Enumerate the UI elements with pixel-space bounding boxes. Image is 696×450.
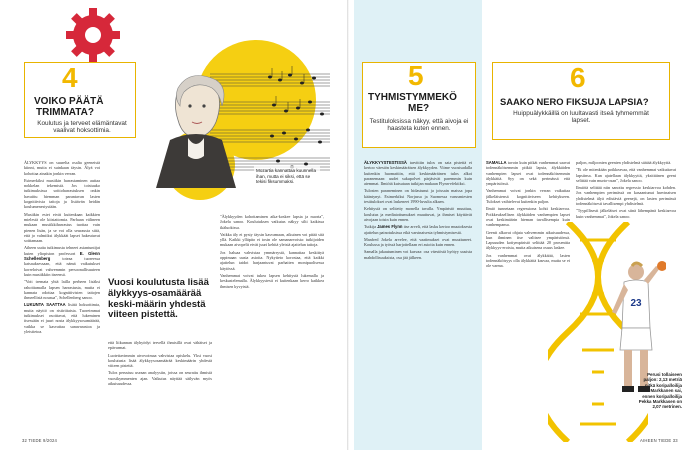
paragraph: Jos vanhemmat ovat älykkäitä, lasten todennäköisyys olla älykkäitä kasvaa, mutta se ei ole varma. bbox=[486, 252, 570, 269]
section6-number: 6 bbox=[570, 62, 586, 93]
paragraph: Samalla jakautuminen voi kasvaa: osa väestöstä hyötyy uusista mahdollisuuksista, osa jää jälkeen. bbox=[364, 249, 472, 260]
image-caption-mozart: Mozartia kannattaa kuunnella ihan, mutta ei siksi, että se tekisi fiksummaksi. bbox=[254, 166, 320, 187]
paragraph: Aiheen uutta tutkimusta tehneet asiantuntijat kuten yliopiston professori E. Glenn Schellenberg toteaa tuoreessa katsauksessaan, että nämä vaikutukset korreloivat vahvemmin persoonallisuuteen kuin musiikkiin itseensä. bbox=[24, 245, 100, 277]
paragraph: Kehitystä on selitetty monella tavalla. Ympäristö muuttuu, koulutus ja mediatottumukset muuttuvat, ja ihmiset käyttävät aivojaan toisin kuin ennen. bbox=[364, 206, 472, 222]
paragraph: Tulosten paraneminen on hidastunut ja joissain maissa jopa kääntynyt. Esimerkiksi Norjassa ja Suomessa varusmiesten testitulokset ovat laskeneet 1990-luvulta alkaen. bbox=[364, 188, 472, 205]
paragraph: että liikunnan älyhyödyt tervellä ihmisillä ovat vähäiset ja epävarmat. bbox=[108, 340, 212, 351]
paragraph: "Voit tremata yhtä lailla perheen lisäksi rahoittamalla lapsen harrastusta, mutta ei kannata odottaa kognitiivisten taitojen ihmeellistä nousua", Schellenberg sanoo. bbox=[24, 279, 100, 301]
paragraph: Ilmiö tunnetaan regressiona kohti keskiarvoa. Poikkeuksellisen älykkäiden vanhempien lapset ovat keskimäärin hieman tavallisempia kuin vanhempansa. bbox=[486, 206, 570, 228]
page-folio-left: 32 TIEDE 9/2024 bbox=[22, 438, 58, 443]
paragraph: LUKUNTA SAATTAA lisätä hoksottimia, mutta näyttö on ristiriitaista. Tuoreimmat tutkimukset osoittavat, että lukeminen itsessään ei juuri nosta älykkyysosamäärää, vaikka se kasvattaa sanavarastoa ja yleistietoa. bbox=[24, 302, 100, 334]
paragraph: Luotettavimmin aivovoimaa vahvistaa opiskelu. Yksi vuosi koulutusta lisää älykkyysosamäärää keskimäärin yhdestä viiteen pistettä. bbox=[108, 352, 212, 369]
section4-title-line2: TRIMMATA? bbox=[36, 107, 94, 118]
paragraph: Geenit alkavat ohjata vahvemmin aikuisuudessa, kun ihminen itse valitsee ympäristönsä. Lapsuuden kotiympäristö selittää 20 prosenttia älykkyys-eroista, mutta aikuisena osuus laskee. bbox=[486, 229, 570, 251]
paragraph: Vaikka äly ei pysty täysin kasvamaan, aikuinen voi pitää sitä yllä. Kaikki ylläpito ei tosin ole samanarvoista: tutkijoiden mukaan aivopelit eivät juuri kehitä yleisiä ajattelun taitoja. bbox=[220, 231, 324, 248]
paragraph: ÄLYKKYYSTESTISSÄ tarvittiin tulos on sata pistettä ei kertoo väestön keskimääräisen älykkyyden. Viime vuosisadalla kuitenkin huomattiin, että keskimääräinen tulos alkoi paranemaan: uudet sukupolvet pärjäsivät paremmin kuin aiemmat. Ilmiötä kutsutaan tutkijan mukaan Flynn-efektiksi. bbox=[364, 160, 472, 187]
paragraph: Tulos perustuu useaan analyysiin, joissa on seurattu ihmisiä vuosikymmenten ajan. Vaikutus näyttää säilyvän myös aikuisuudessa. bbox=[108, 370, 212, 387]
page-folio-right: AIHEEN TIEDE 33 bbox=[640, 438, 678, 443]
paragraph: Jos haluaa vahvistaa ymmärrystä, kannattaa keskittyä oppimaan uusia asioita. Nykytieto korostaa, että kaikki ajattelun taidot harjaantuvat parhaiten monipuolisessa käytössä. bbox=[220, 249, 324, 271]
paragraph: SAMALLA tavoin kuin pitkät vanhemmat saavat todennäköisemmin pitkiä lapsia, älykkäiden vanhempien lapset ovat todennäköisemmin älykkäitä. Syy on sekä perimässä että ympäristössä. bbox=[486, 160, 570, 187]
section5-number: 5 bbox=[408, 60, 424, 91]
paragraph: Tutkija James Flynn itse arveli, että lasku kertoo muutoksesta ajattelun painotuksissa eikä varsinaisesta tyhmistymisestä. bbox=[364, 224, 472, 235]
left-column-1 bbox=[24, 160, 100, 432]
paragraph: "Älykkyyden kohottaminen aika-koskee lapsia ja nuoria", Jokela sanoo. Koulutuksen vaikutus näkyy silti kaikissa ikäluokissa. bbox=[220, 214, 324, 230]
page-spine bbox=[347, 0, 349, 450]
pull-quote: Vuosi koulutusta lisää älykkyys-osamäärää keski-määrin yhdestä viiteen pistettä. bbox=[108, 277, 209, 321]
paragraph: Ilmiötä selittää niin sanottu regressio keskiarvoa kohden. Jos vanhempien perimässä on kasaantunut harvinaisen yhdistelmä älyä edistäviä geenejä, on lasten perimässä todennäköisesti tavallisempi yhdistelmä. bbox=[576, 185, 676, 207]
paragraph: "Ei ole mitenkään poikkeavaa, että vanhemmat vaikuttavat lapsiinsa. Kun ajatellaan älykkyyttä, yksittäinen geeni selittää vain murto-osan", Jokela sanoo. bbox=[576, 167, 676, 183]
section6-deck: Huippuälykkäillä on luultavasti itseä tyhmemmät lapset. bbox=[513, 110, 649, 125]
paragraph: paljon, miljoonien geenien yhdistelmä säätää älykkyyttä. bbox=[576, 160, 672, 165]
section5-deck: Testituloksissa näkyy, että aivoja ei haasteta kuten ennen. bbox=[369, 118, 469, 133]
section6-title: SAAKO NERO FIKSUJA LAPSIA? bbox=[500, 96, 649, 107]
right-column-1 bbox=[364, 160, 472, 432]
paragraph: Vanhemmat voivat jonkin verran vaikuttaa jälkeläistensä kognitiiviseen kehitykseen. Tulokset vaihtelevat kuitenkin paljon. bbox=[486, 188, 570, 205]
section5-title-line2: ME? bbox=[408, 103, 430, 114]
paragraph: Manfred Jokela arvelee, että vaatimukset ovat muuttuneet. Koulussa ja työssä harjoitellaan eri asioita kuin ennen. bbox=[364, 236, 472, 248]
paragraph: ÄLYKKYYS on suurelta osalta geeneistä kiinni, mutta ei suinkaan täysin. Älyä voi kohottaa ainakin jonkin verran. bbox=[24, 160, 100, 176]
author-name: E. Glenn Schellenberg bbox=[24, 250, 100, 262]
section4-number: 4 bbox=[62, 62, 78, 93]
left-column-2 bbox=[108, 340, 212, 432]
section4-title-line1: VOIKO PÄÄTÄ bbox=[34, 96, 104, 107]
image-caption-player: Perusi tollaiseen paljon: 2,13 metriä pitkä koripalloilija Lauri Markkanen sai, ennen koripalloilija Pekka Markkasen on 2,07 metrinen. bbox=[638, 372, 682, 410]
author-name: James Flynn bbox=[377, 224, 403, 230]
gear-icon bbox=[64, 6, 122, 64]
paragraph: Esimerkiksi musiikin harrastaminen auttaa nokkelan tekemistä. Jos toistuuko tutkimuksissa soittoharrastuksen onkin havaittu hiemman parantavan lasten kognitiivisia taitoja ja lisäävän heidän koulumenestystään. bbox=[24, 177, 100, 210]
paragraph: "Tyypillisesti jälkeläiset ovat siinä lähempänä keskiarvoa kuin vanhemmat", Jokela sanoo. bbox=[576, 208, 676, 219]
paragraph: Musiikin esiet eivät kuitenkaan kaikkien mielestä ole kiistattomia. Parhaan välineen mukaan musiikkiharrastus tuottaa vain pienen lisän, ja se voi olla seurausta siitä, että jo valmiiksi älykkäät lapset hakeutuvat soittamaan. bbox=[24, 211, 100, 244]
section5-title-line1: TYHMISTYMMEKÖ bbox=[368, 92, 457, 103]
mozart-portrait bbox=[150, 66, 242, 188]
left-column-3 bbox=[220, 214, 324, 432]
section4-deck: Koulutus ja terveet elämäntavat vaalivat hoksottimia. bbox=[37, 120, 127, 135]
svg-text:23: 23 bbox=[630, 298, 642, 309]
paragraph: Vanhemmat voivat tukea lapsen kehitystä lukemalla ja keskustelemalla. Älykkyystesti ei kuitenkaan kerro kaikkea ihmisen kyvyistä. bbox=[220, 272, 324, 289]
